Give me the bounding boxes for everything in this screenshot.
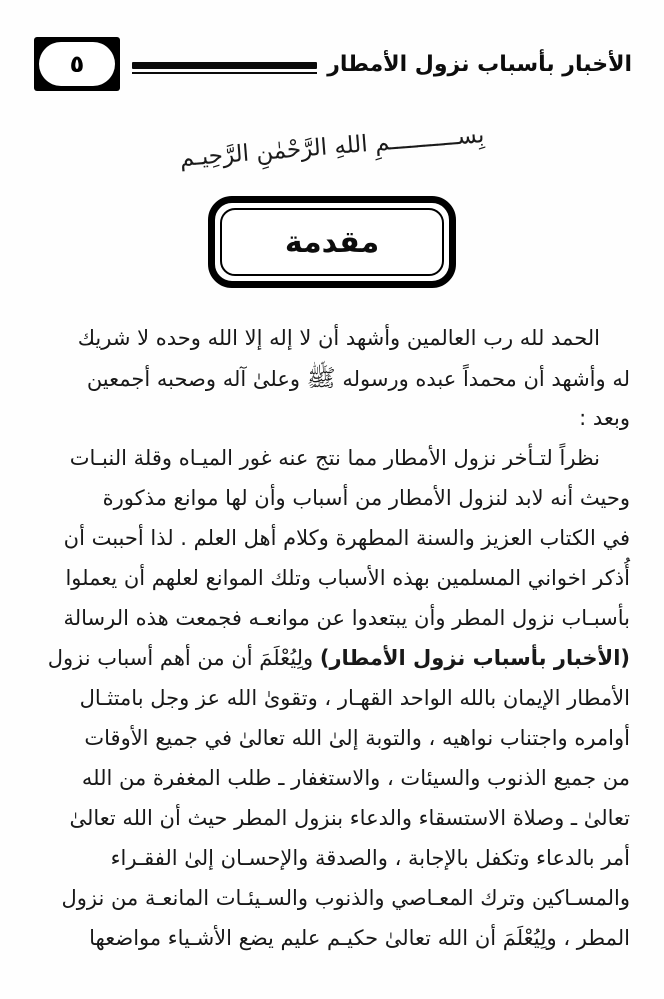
body-line: نظراً لتـأخر نزول الأمطار مما نتج عنه غور الميـاه وقلة النبـات [69,446,600,470]
body-text [20,318,630,958]
body-line [20,638,630,678]
body-line: الحمد لله رب العالمين وأشهد أن لا إله إلا الله وحده لا شريك [77,326,600,350]
body-segment: له وأشهد أن محمداً عبده ورسوله [335,367,630,391]
body-line [20,358,630,398]
section-title: مقدمة [284,224,380,260]
body-line: بأسبـاب نزول المطر وأن يبتعدوا عن موانعـه فجمعت هذه الرسالة [63,606,630,630]
body-segment: ولِيُعْلَمَ أن من أهم أسباب نزول [47,646,320,670]
header-rule-thick [132,62,317,69]
body-line: وبعد : [579,406,630,430]
page-number-pill [39,42,115,86]
body-line: أمر بالدعاء وتكفل بالإجابة ، والصدقة والإحسـان إلىٰ الفقـراء [110,846,630,870]
book-title-inline: (الأخبار بأسباب نزول الأمطار) [319,646,630,670]
book-title: الأخبار بأسباب نزول الأمطار [327,51,632,77]
page-number: ٥ [69,50,85,78]
body-line: أُذكر اخواني المسلمين بهذه الأسباب وتلك الموانع لعلهم أن يعملوا [65,566,630,590]
body-line: من جميع الذنوب والسيئات ، والاستغفار ـ طلب المغفرة من الله [81,766,630,790]
header-rule [132,62,317,74]
section-title-inner-frame [220,208,444,276]
body-line: وحيث أنه لابد لنزول الأمطار من أسباب وأن لها موانع مذكورة [102,486,630,510]
basmala-calligraphy: بِســــــــــمِ اللهِ الرَّحْمٰنِ الرَّحِيـم [178,122,486,172]
body-line: المطر ، ولِيُعْلَمَ أن الله تعالىٰ حكيـم عليم يضع الأشـياء مواضعها [89,926,630,950]
header-rule-thin [132,72,317,74]
body-segment: وعلىٰ آله وصحبه أجمعين [86,367,307,391]
body-line: تعالىٰ ـ وصلاة الاستسقاء والدعاء بنزول المطر حيث أن الله تعالىٰ [69,806,630,830]
section-title-box [208,196,456,288]
saw-ligature: ﷺ [306,364,336,392]
page-number-badge [34,37,120,91]
body-line: الأمطار الإيمان بالله الواحد القهـار ، وتقوىٰ الله عز وجل بامتثـال [79,686,630,710]
page-header [34,36,632,92]
body-line: والمسـاكين وترك المعـاصي والذنوب والسـيئـات المانعـة من نزول [61,886,630,910]
body-line: أوامره واجتناب نواهيه ، والتوبة إلىٰ الله تعالىٰ في جميع الأوقات [84,726,630,750]
body-line: في الكتاب العزيز والسنة المطهرة وكلام أهل العلم . لذا أحببت أن [63,526,630,550]
